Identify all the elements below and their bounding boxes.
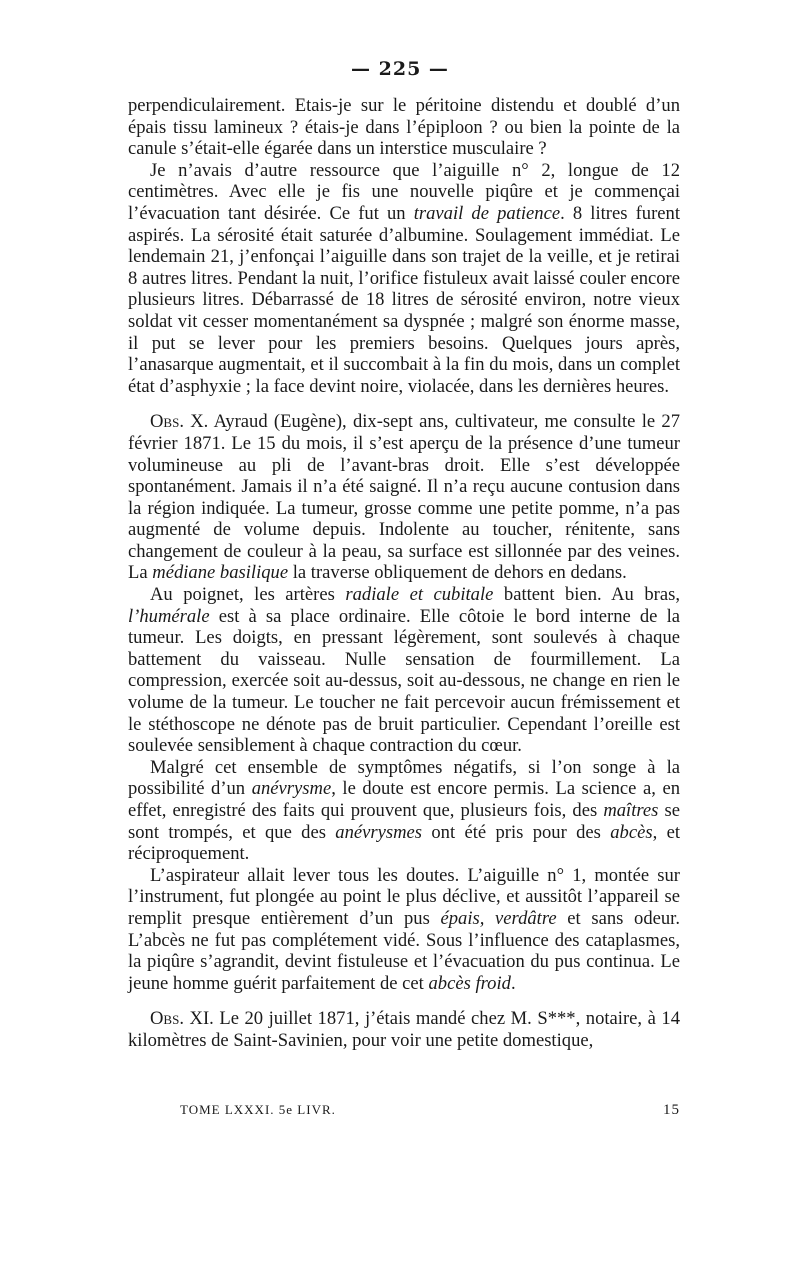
paragraph bbox=[128, 160, 680, 398]
text-run: XI. Le 20 juillet 1871, j’étais mandé chez M. S***, notaire, à 14 kilomètres de Saint-Savinien, pour voir une petite domestique, bbox=[128, 1008, 680, 1051]
obs-label: Obs. bbox=[150, 411, 184, 433]
text-run: , le doute est encore permis. La science a, en effet, enregistré des faits qui prouvent que, plusieurs fois, des bbox=[128, 778, 681, 821]
text-run: la traverse obliquement de dehors en dedans. bbox=[288, 562, 627, 584]
page-number: — 225 — bbox=[351, 58, 449, 80]
footer-volume: TOME LXXXI. 5e LIVR. bbox=[180, 1102, 336, 1117]
italic-text: maîtres bbox=[603, 800, 659, 821]
text-run: Au poignet, les artères bbox=[150, 584, 346, 606]
italic-text: médiane basilique bbox=[152, 562, 289, 584]
text-run: se sont trompés, et que des bbox=[128, 800, 680, 843]
text-run: Je n’avais d’autre ressource que l’aiguille n° 2, longue de 12 centimètres. Avec elle je fis une nouvelle piqûre et je commençai l’évacuation tant désirée. Ce fut un bbox=[128, 159, 680, 224]
italic-text: radiale et cubitale bbox=[345, 584, 494, 606]
italic-text: l’humérale bbox=[128, 605, 210, 627]
text-run: X. Ayraud (Eugène), dix-sept ans, cultivateur, me consulte le 27 février 1871. Le 15 du mois, il s’est aperçu de la présence d’une tumeur volumineuse au pli de l’avant-bras droit. Elle s’est développée spontanément. Jamais il n’a été saigné. Il n’a reçu aucune contusion dans la région indiquée. La tumeur, grosse comme une petite pomme, n’a pas augmenté de volume depuis. Indolente au toucher, rénitente, sans changement de couleur à la peau, sa surface est sillonnée par des veines. La bbox=[128, 411, 680, 584]
italic-text: anévrysmes bbox=[335, 821, 423, 843]
text-run: Malgré cet ensemble de symptômes négatifs, si l’on songe à la possibilité d’un bbox=[128, 756, 680, 800]
italic-text: anévrysme bbox=[251, 778, 332, 800]
text-run: , et réciproquement. bbox=[128, 821, 680, 865]
body-text bbox=[128, 95, 680, 1052]
obs-label: Obs. bbox=[150, 1008, 184, 1030]
text-run: et sans odeur. L’abcès ne fut pas complétement vidé. Sous l’influence des cataplasmes, la piqûre s’agrandit, devint fistuleuse et l’évacuation du pus continua. Le jeune homme guérit parfaitement de cet bbox=[128, 907, 680, 994]
paragraph bbox=[128, 757, 680, 865]
italic-text: abcès bbox=[610, 821, 653, 843]
paragraph bbox=[128, 865, 680, 995]
footer-signature: 15 bbox=[663, 1102, 680, 1118]
italic-text: travail de patience bbox=[413, 202, 561, 224]
paragraph bbox=[128, 95, 680, 160]
text-run: est à sa place ordinaire. Elle côtoie le bord interne de la tumeur. Les doigts, en pressant légèrement, sont soulevés à chaque battement du vaisseau. Nulle sensation de fourmillement. La compression, exercée soit au-dessus, soit au-dessous, ne change en rien le volume de la tumeur. Le toucher ne fait percevoir aucun frémissement et le stéthoscope ne dénote pas de bruit particulier. Cependant l’oreille est soulevée sensiblement à chaque contraction du cœur. bbox=[128, 605, 680, 757]
paragraph bbox=[128, 411, 680, 584]
italic-text: abcès froid bbox=[428, 972, 511, 994]
text-run: battent bien. Au bras, bbox=[493, 584, 680, 606]
paragraph bbox=[128, 584, 680, 757]
italic-text: épais, verdâtre bbox=[440, 907, 557, 929]
text-run: . 8 litres furent aspirés. La sérosité était saturée d’albumine. Soulagement immédiat. Le lendemain 21, j’enfonçai l’aiguille dans son trajet de la veille, et je retirai 8 autres litres. Pendant la nuit, l’orifice fistuleux avait laissé couler encore plusieurs litres. Débarrassé de 18 litres de sérosité environ, notre vieux soldat vit cesser momentanément sa dyspnée ; malgré son énorme masse, il put se lever pour les premiers besoins. Quelques jours après, l’anasarque augmentait, et il succombait à la fin du mois, dans un complet état d’asphyxie ; la face devint noire, violacée, dans les dernières heures. bbox=[128, 202, 680, 397]
text-run: ont été pris pour des bbox=[422, 821, 611, 843]
paragraph bbox=[128, 1008, 680, 1051]
text-run: L’aspirateur allait lever tous les doutes. L’aiguille n° 1, montée sur l’instrument, fut plongée au point le plus déclive, et aussitôt l’appareil se remplit presque entièrement d’un pus bbox=[128, 864, 680, 929]
text-run: . bbox=[510, 972, 516, 994]
text-run: perpendiculairement. Etais-je sur le péritoine distendu et doublé d’un épais tissu lamineux ? étais-je dans l’épiploon ? ou bien la pointe de la canule s’était-elle égarée dans un interstice musculaire ? bbox=[128, 95, 680, 160]
